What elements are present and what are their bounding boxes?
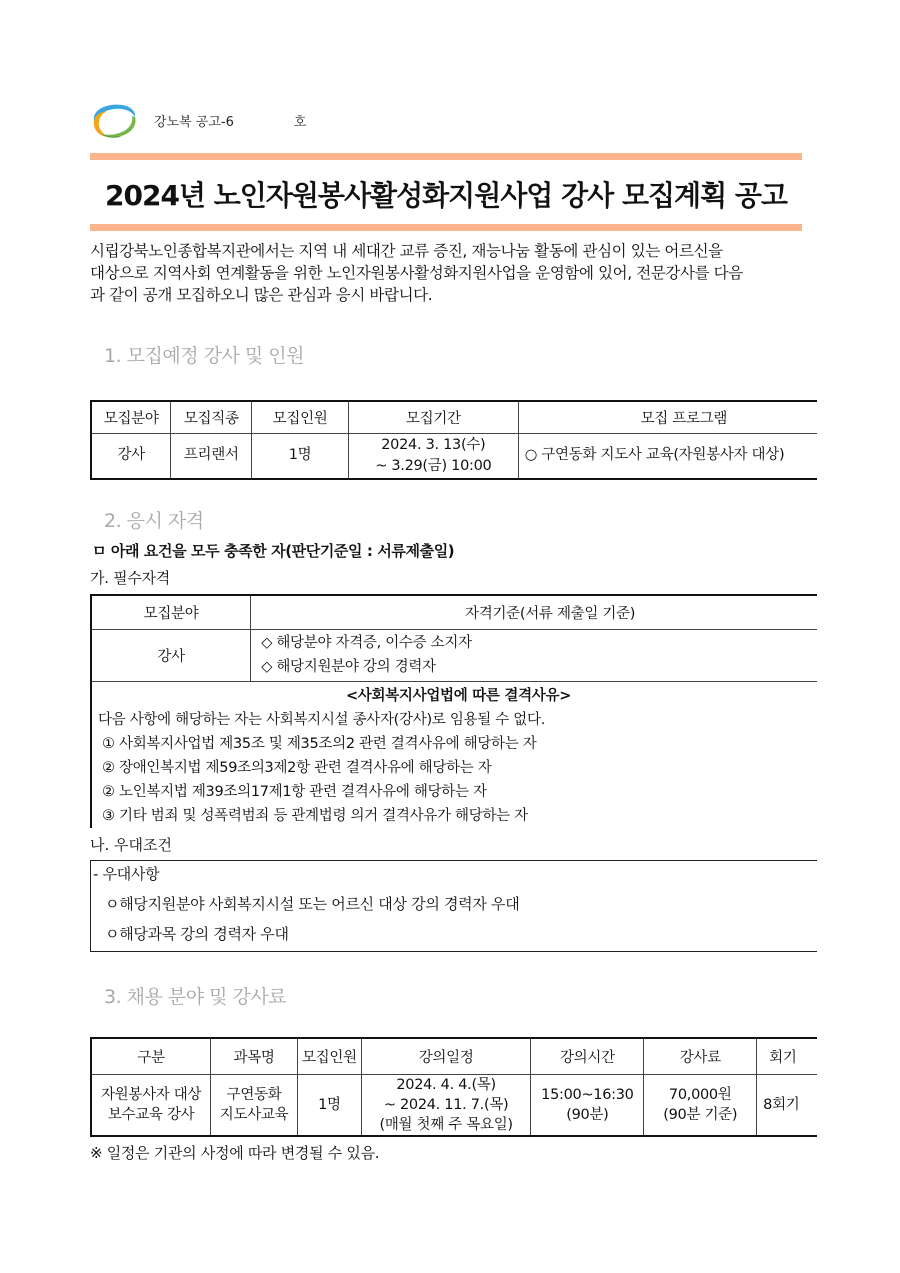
intro-line: 과 같이 공개 모집하오니 많은 관심과 응시 바랍니다. — [90, 286, 433, 304]
header-cell: 모집 프로그램 — [518, 401, 817, 433]
document-number-suffix: 호 — [293, 114, 307, 130]
category-line: 자원봉사자 대상 — [100, 1086, 202, 1103]
header-cell: 자격기준(서류 제출일 기준) — [251, 595, 817, 629]
header-cell: 회기 — [757, 1038, 817, 1074]
header-cell: 모집인원 — [252, 401, 349, 433]
time-line: (90분) — [566, 1106, 609, 1123]
preferred-heading: - 우대사항 — [93, 865, 160, 883]
period-end: ~ 3.29(금) 10:00 — [375, 457, 492, 474]
schedule-cell — [361, 1074, 531, 1136]
preferred-item: ㅇ해당과목 강의 경력자 우대 — [105, 925, 289, 943]
header-cell: 모집직종 — [171, 401, 252, 433]
table-header-row — [91, 401, 817, 433]
count-cell: 1명 — [252, 433, 349, 479]
intro-paragraph — [90, 240, 820, 306]
document-number: 강노복 공고-6 — [154, 114, 234, 130]
subject-cell — [211, 1074, 298, 1136]
table-row — [91, 1074, 817, 1136]
disqualification-item: ③ 기타 범죄 및 성폭력범죄 등 관계법령 의거 결격사유가 해당하는 자 — [102, 807, 528, 824]
section-2-heading: 2. 응시 자격 — [104, 510, 204, 532]
program-cell: ○ 구연동화 지도사 교육(자원봉사자 대상) — [518, 433, 817, 479]
header-cell: 강사료 — [644, 1038, 757, 1074]
sessions-cell: 8회기 — [757, 1074, 817, 1136]
preferred-item: ㅇ해당지원분야 사회복지시설 또는 어르신 대상 강의 경력자 우대 — [105, 895, 520, 913]
schedule-line: 2024. 4. 4.(목) — [396, 1076, 496, 1093]
schedule-line: ~ 2024. 11. 7.(목) — [383, 1096, 509, 1113]
subject-line: 지도사교육 — [219, 1106, 289, 1123]
table-row — [91, 433, 817, 479]
criteria-cell — [251, 629, 817, 681]
criteria-item: ◇ 해당지원분야 강의 경력자 — [261, 659, 436, 675]
fee-table — [90, 1037, 817, 1139]
requirement-statement: ㅁ 아래 요건을 모두 충족한 자(판단기준일 : 서류제출일) — [92, 542, 455, 560]
fee-line: (90분 기준) — [663, 1106, 738, 1123]
section-1-heading: 1. 모집예정 강사 및 인원 — [104, 345, 304, 367]
count-cell: 1명 — [297, 1074, 361, 1136]
schedule-note: ※ 일정은 기관의 사정에 따라 변경될 수 있음. — [90, 1144, 380, 1162]
intro-line: 대상으로 지역사회 연계활동을 위한 노인자원봉사활성화지원사업을 운영함에 있어, 전문강사를 다음 — [90, 264, 743, 282]
section-3-heading: 3. 채용 분야 및 강사료 — [104, 986, 287, 1008]
category-cell — [91, 1074, 211, 1136]
schedule-line: (매월 첫째 주 목요일) — [379, 1116, 513, 1133]
disqualification-item: ② 장애인복지법 제59조의3제2항 관련 결격사유에 해당하는 자 — [102, 759, 492, 776]
table-row — [91, 629, 817, 681]
header-cell: 구분 — [91, 1038, 211, 1074]
field-cell: 강사 — [91, 629, 251, 681]
intro-line: 시립강북노인종합복지관에서는 지역 내 세대간 교류 증진, 재능나눔 활동에 관심이 있는 어르신을 — [90, 242, 723, 260]
disqualification-title: <사회복지사업법에 따른 결격사유> — [345, 687, 572, 704]
accent-bar-bottom — [90, 224, 802, 231]
type-cell: 프리랜서 — [171, 433, 252, 479]
disqualification-item: ② 노인복지법 제39조의17제1항 관련 결격사유에 해당하는 자 — [102, 783, 487, 800]
table-header-row — [91, 595, 817, 629]
time-line: 15:00~16:30 — [541, 1086, 634, 1103]
header-cell: 과목명 — [211, 1038, 298, 1074]
header-cell: 모집분야 — [91, 595, 251, 629]
required-qualifications-label: 가. 필수자격 — [90, 569, 170, 587]
field-cell: 강사 — [91, 433, 171, 479]
criteria-item: ◇ 해당분야 자격증, 이수증 소지자 — [261, 635, 472, 651]
period-cell — [348, 433, 518, 479]
header-cell: 모집기간 — [348, 401, 518, 433]
header-cell: 강의일정 — [361, 1038, 531, 1074]
disqualification-cell — [91, 681, 817, 828]
qualification-table — [90, 594, 817, 828]
preferred-conditions-label: 나. 우대조건 — [90, 836, 172, 854]
header-cell: 모집인원 — [297, 1038, 361, 1074]
accent-bar-top — [90, 153, 802, 160]
time-cell — [531, 1074, 644, 1136]
category-line: 보수교육 강사 — [107, 1106, 195, 1123]
recruitment-table — [90, 400, 817, 480]
disqualification-intro: 다음 사항에 해당하는 자는 사회복지시설 종사자(강사)로 임용될 수 없다. — [98, 711, 545, 728]
header-cell: 강의시간 — [531, 1038, 644, 1074]
table-header-row — [91, 1038, 817, 1074]
fee-line: 70,000원 — [668, 1086, 732, 1103]
subject-line: 구연동화 — [226, 1086, 282, 1103]
fee-cell — [644, 1074, 757, 1136]
preferred-conditions-box — [90, 860, 817, 952]
disqualification-item: ① 사회복지사업법 제35조 및 제35조의2 관련 결격사유에 해당하는 자 — [102, 735, 537, 752]
document-header — [88, 98, 306, 142]
period-start: 2024. 3. 13(수) — [381, 436, 486, 453]
page-title: 2024년 노인자원봉사활성화지원사업 강사 모집계획 공고 — [105, 179, 787, 212]
table-row — [91, 681, 817, 828]
organization-logo-icon — [88, 99, 140, 141]
header-cell: 모집분야 — [91, 401, 171, 433]
